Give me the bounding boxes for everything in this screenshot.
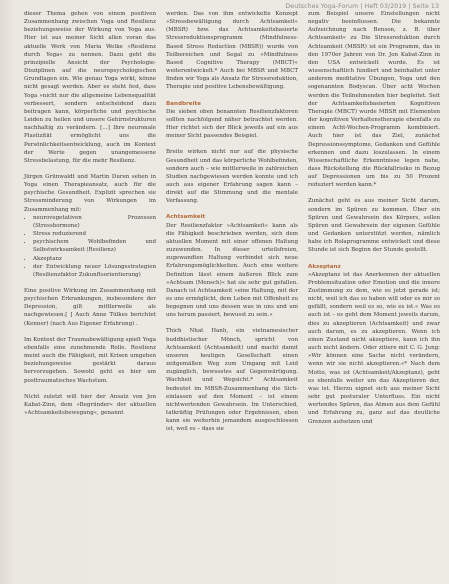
paragraph: Jürgen Grünwaldt und Martin Duren sehen in Yoga einen Therapieansatz, auch für die psychische Gesundheit. Explizit sprechen sie Stressminderung von Wirkungen im Zusammenhang mit: [24,173,156,213]
paragraph: Nicht zuletzt will hier der Ansatz von Jon Kabat-Zinn, dem »Begründer« der aktuellen »Achtsamkeitsbewegung«, genannt [24,393,156,417]
paragraph: Die sieben oben benannten Resilienzfaktoren sollten nachfolgend näher betrachtet werden. Hier richtet sich der Blick jeweils auf ein aus meiner Sicht passendes Beispiel. [166,108,298,140]
section-heading: Bandbreite [166,100,201,107]
list-item: • neurovegetativen Prozessen (Stresshormone) [33,214,156,230]
list-item: • der Entwicklung neuer Lösungsstrategien (Resilienzfaktor Zukunftsorientierung) [33,263,156,279]
paragraph: Breite wirken nicht nur auf die physische Gesundheit und das körperliche Wohlbefinden, sondern auch – wie mittlerweile in zahlreichen Studien nachgewiesen werden konnte und ich auch aus eigener Erfahrung sagen kann – direkt auf die Stimmung und die mentale Verfassung. [166,149,298,205]
section-heading: Achtsamkeit [166,214,206,221]
paragraph: Zunächst geht es aus meiner Sicht darum, sondern im Spüren zu kommen. Über ein Spüren und Gewahrsein des Körpers, sollen Spüren und Gewahrsein der eigenen Gefühle und Gedanken unterstützt werden, nämlich habe ich Rolaprogramme entwickelt und diese Stunde ist sich Beginn der Stunde gestellt. [308,198,440,254]
paragraph: Im Kontext der Traumabewältigung spielt Yoga ebenfalls eine zunehmende Rolle. Resilienz meint auch die Fähigkeit, mit Krisen umgehen beziehungsweise gestärkt daraus hervorzugehen. Sowohl geht es hier um posttraumatisches Wachstum. [24,336,156,384]
text-column-middle [166,10,298,442]
list-item: • psychischem Wohlbefinden und Selbstwirksamkeit (Resilienz) [33,238,156,254]
running-header: Deutsches Yoga-Forum | Heft 03/2019 | Seite 13 [285,3,439,10]
list-item: • Stress reduzierend [33,230,156,238]
text-column-left [24,10,156,425]
paragraph: dieser Thema gehen von einem positiven Zusammenhang zwischen Yoga und Resilienz beziehungsweise der Wirkung von Yoga aus. Hier ist aus meiner Sicht allen voran das aktuelle Werk von Maria Welke »Resilienz durch Yoga« zu nennen. Dazu geht die prinzipielle Ansicht der Psychologie-Disziplinen auf die neuropsychologischen Grundlagen ein. Wie genau Yoga wirkt, könne nicht gesagt werden. Aber es steht fest, dass Yoga »nicht nur die allgemeine Lebensqualität verbessert, sondern entscheidend dazu beitragen kann, körperliche und psychische Leiden zu heilen und unsere Gehirnstrukturen nachhaltig zu verändern. […] Ihre neuronale Plastizität ermöglicht uns die Persönlichkeitsentwicklung, auch im Kontext der Werte gegen unangemessene Stressbelastung, für die mehr Resilienz. [24,11,156,164]
section-heading: Akzeptanz [308,263,341,270]
bullet-list [24,214,156,279]
paragraph: Thich Nhat Hanh, ein vietnamesischer buddhistischer Mönch, spricht von Achtsamkeit (Achtsamkeit) und macht damit unseren heutigen Gesellschaft einen zeitgemäßen Weg zum Umgang mit Leid zugänglich, bewusstes auf Gegenwärtigung. Wachheit und Wegsicht.* Achtsamkeit bedeutet im MBSR-Zusammenhang die Sich-einlassen auf den Moment – ist einem nichtwertenden Gewahrsein. Im Unterschied, tatkräftig Prüfungen oder Ergebnissen, eben kann sie weiterhin jemandem ausgeschlossen ist, weil es – dass sie [166,328,298,433]
paragraph: zum Beispiel unsere Einstellungen nicht negativ beeinflussen. Die bekannte Aufzeichnung nach Benson, z. B. über Achtsamkeit« zu Die Stressreduktion durch Achtsamkeit (MBSR) ist ein Programm, das in den 1970er Jahren von Dr. Jon Kabat-Zinn in den USA entwickelt wurde. Es ist wissenschaftlich fundiert und beinhaltet unter anderem meditative Übungen, Yoga und den sogenannten Bodyscan. Über acht Wochen werden die Teilnehmenden hier begleitet. Seit der Achtsamkeitsbasierten Kognitiven Therapie (MBCT) wurde MBSR mit Elementen der kognitiven Verhaltenstherapie ebenfalls zu einem Acht-Wochen-Programm kombiniert. Auch hier ist das Ziel, zunächst Depressionssymptome, Gedanken und Gefühle erkennen und dazu loszulassen. In einem Wissenschaftliche Erkenntnisse legen nahe, dass Rückstellung die Rückfallrisiko in Bezug auf Depressionen um bis zu 50 Prozent reduziert werden kann.* [308,11,440,189]
paragraph: Eine positive Wirkung im Zusammenhang mit psychischen Erkrankungen, insbesondere der Depression, gilt mittlerweile als nachgewiesen.[ ] Auch Anne Tülkes berichtet (Kenner) (nach Aus Eigener Erfahrung) . [24,288,156,327]
text-column-right [308,10,440,434]
list-item: • Akzeptanz [33,255,156,263]
paragraph: Der Resilienzfaktor »Achtsamkeit« kann als die Fähigkeit beschrieben werden, sich dem aktuellen Moment mit einer offenen Haltung zuzuwenden. In dieser urteilsfreien, zugewandten Haltung verbindet sich neue Erfahrungsmöglichkeiten. Auch eine weitere Definition lässt einem äußeren Blick zum »Achtsam (Mensch)« hat sie sehr gut gefallen. Danach ist Achtsamkeit »eine Haltung, mit der es uns ermöglicht, dem Leben mit Offenheit zu begegnen und uns dessen was in uns und um uns herum passiert, bewusst zu sein.« [166,222,298,319]
paragraph: werden. Das von ihm entwickelte Konzept »Stressbewältigung durch Achtsamkeit« (MBSR) bzw. das Achtsamkeitsbasierte Stressreduktionsprogramm (Mindfulness-Based Stress Reduction (MBSR)) wurde von Teilbereichen und Segal zu »Mindfulness Based Cognitive Therapy (MBCT)« weiterentwickelt.* Auch bei MBSR und MBCT finden wir Yoga als Ansatz für Stressreduktion, Therapie und positive Lebensbewältigung. [166,11,298,91]
paragraph: »Akzeptanz ist das Anerkennen der aktuellen Problemsituation oder Emotion und die innere Zustimmung zu dem, wie es jetzt gerade ist; nicht, weil ich das so haben will oder es mir so gefällt, sondern weil es so, wie es ist.« Was es auch ist – es geht dem Moment jeweils darum, dies zu akzeptieren (Achtsamkeit) und zwar auch darum, es zu akzeptieren. Wenn ich einen Zustand nicht akzeptiere, kann ich ihn auch nicht ändern. Oder zitiere mit C. G. Jung: »Wir können eine Sache nicht verändern, wenn wir sie nicht akzeptieren.«* Nach dem Motto, was ist (Achtsamkeit/Akzeptanz), geht es ebenfalls weiter um das Akzeptieren der, was ist. Hierzu eignet sich aus meiner Sicht sehr gut posturaler Unterfluss. Ein nicht wertendes Spüren, das Atmen aus dem Gefühl und Erfahrung zu, ganz auf das deutliche Grenzen aufsetzen und [308,271,440,425]
